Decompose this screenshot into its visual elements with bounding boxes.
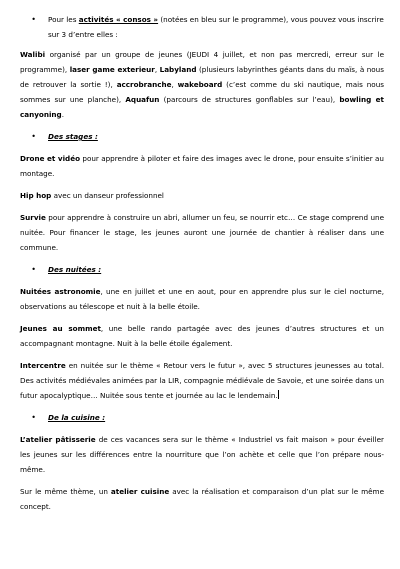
bullet-icon: • [31,265,36,274]
stages-heading: Des stages : [48,132,98,141]
nuitee-intercentre: Intercentre en nuitée sur le thème « Retour vers le futur », avec 5 structures jeunesses au total. Des activités médiévales animées par la LIR, compagnie médiévale de Savoie, et une soirée dans un futur apocalyptique… Nuitée sous tente et journée au lac le lendemain. [20,361,384,400]
activities-paragraph: Walibi organisé par un groupe de jeunes (JEUDI 4 juillet, et non pas mercredi, erreur sur le programme), laser game exterieur, Labyland (plusieurs labyrinthes géants dans du maïs, à nous de retrouver la sortie !), accrobranche, wakeboard (c’est comme du ski nautique, mais nous sommes sur une planche), Aquafun (parcours de structures gonflables sur l’eau), bowling et canyoning. [20,50,385,119]
section-heading-stages [20,129,384,144]
consos-link-text: activités « consos » [78,15,159,24]
stage-survie: Survie pour apprendre à construire un abri, allumer un feu, se nourrir etc… Ce stage comprend une nuitée. Pour financer le stage, les jeunes auront une journée de chantier à réaliser dans une commune. [20,213,384,252]
bullet-item-consos [20,12,384,42]
nuitee-sommet: Jeunes au sommet, une belle rando partagée avec des jeunes d’autres structures et un accompagnant montagne. Nuit à la belle étoile également. [20,324,384,348]
section-heading-nuitees [20,262,384,277]
stage-drone: Drone et vidéo pour apprendre à piloter et faire des images avec le drone, pour ensuite s’initier au montage. [20,154,384,178]
bullet-icon: • [31,132,36,141]
section-heading-cuisine [20,410,384,425]
consos-intro: Pour les activités « consos » (notées en bleu sur le programme), vous pouvez vous inscrire sur 3 d’entre elles : [48,15,384,39]
nuitee-astronomie: Nuitées astronomie, une en juillet et une en aout, pour en apprendre plus sur le ciel nocturne, observations au télescope et nuit à la belle étoile. [20,287,384,311]
text-cursor [278,390,279,399]
cuisine-heading: De la cuisine : [48,413,106,422]
stage-hiphop: Hip hop avec un danseur professionnel [20,191,164,200]
cuisine-patisserie: L’atelier pâtisserie de ces vacances sera sur le thème « Industriel vs fait maison » pour éveiller les jeunes sur les différences entre la nourriture que l’on achète et celle que l’on prépare nous-même. [20,435,384,474]
bullet-icon: • [31,413,36,422]
nuitees-heading: Des nuitées : [48,265,102,274]
bullet-icon: • [31,15,36,24]
cuisine-atelier: Sur le même thème, un atelier cuisine avec la réalisation et comparaison d’un plat sur le même concept. [20,487,384,511]
